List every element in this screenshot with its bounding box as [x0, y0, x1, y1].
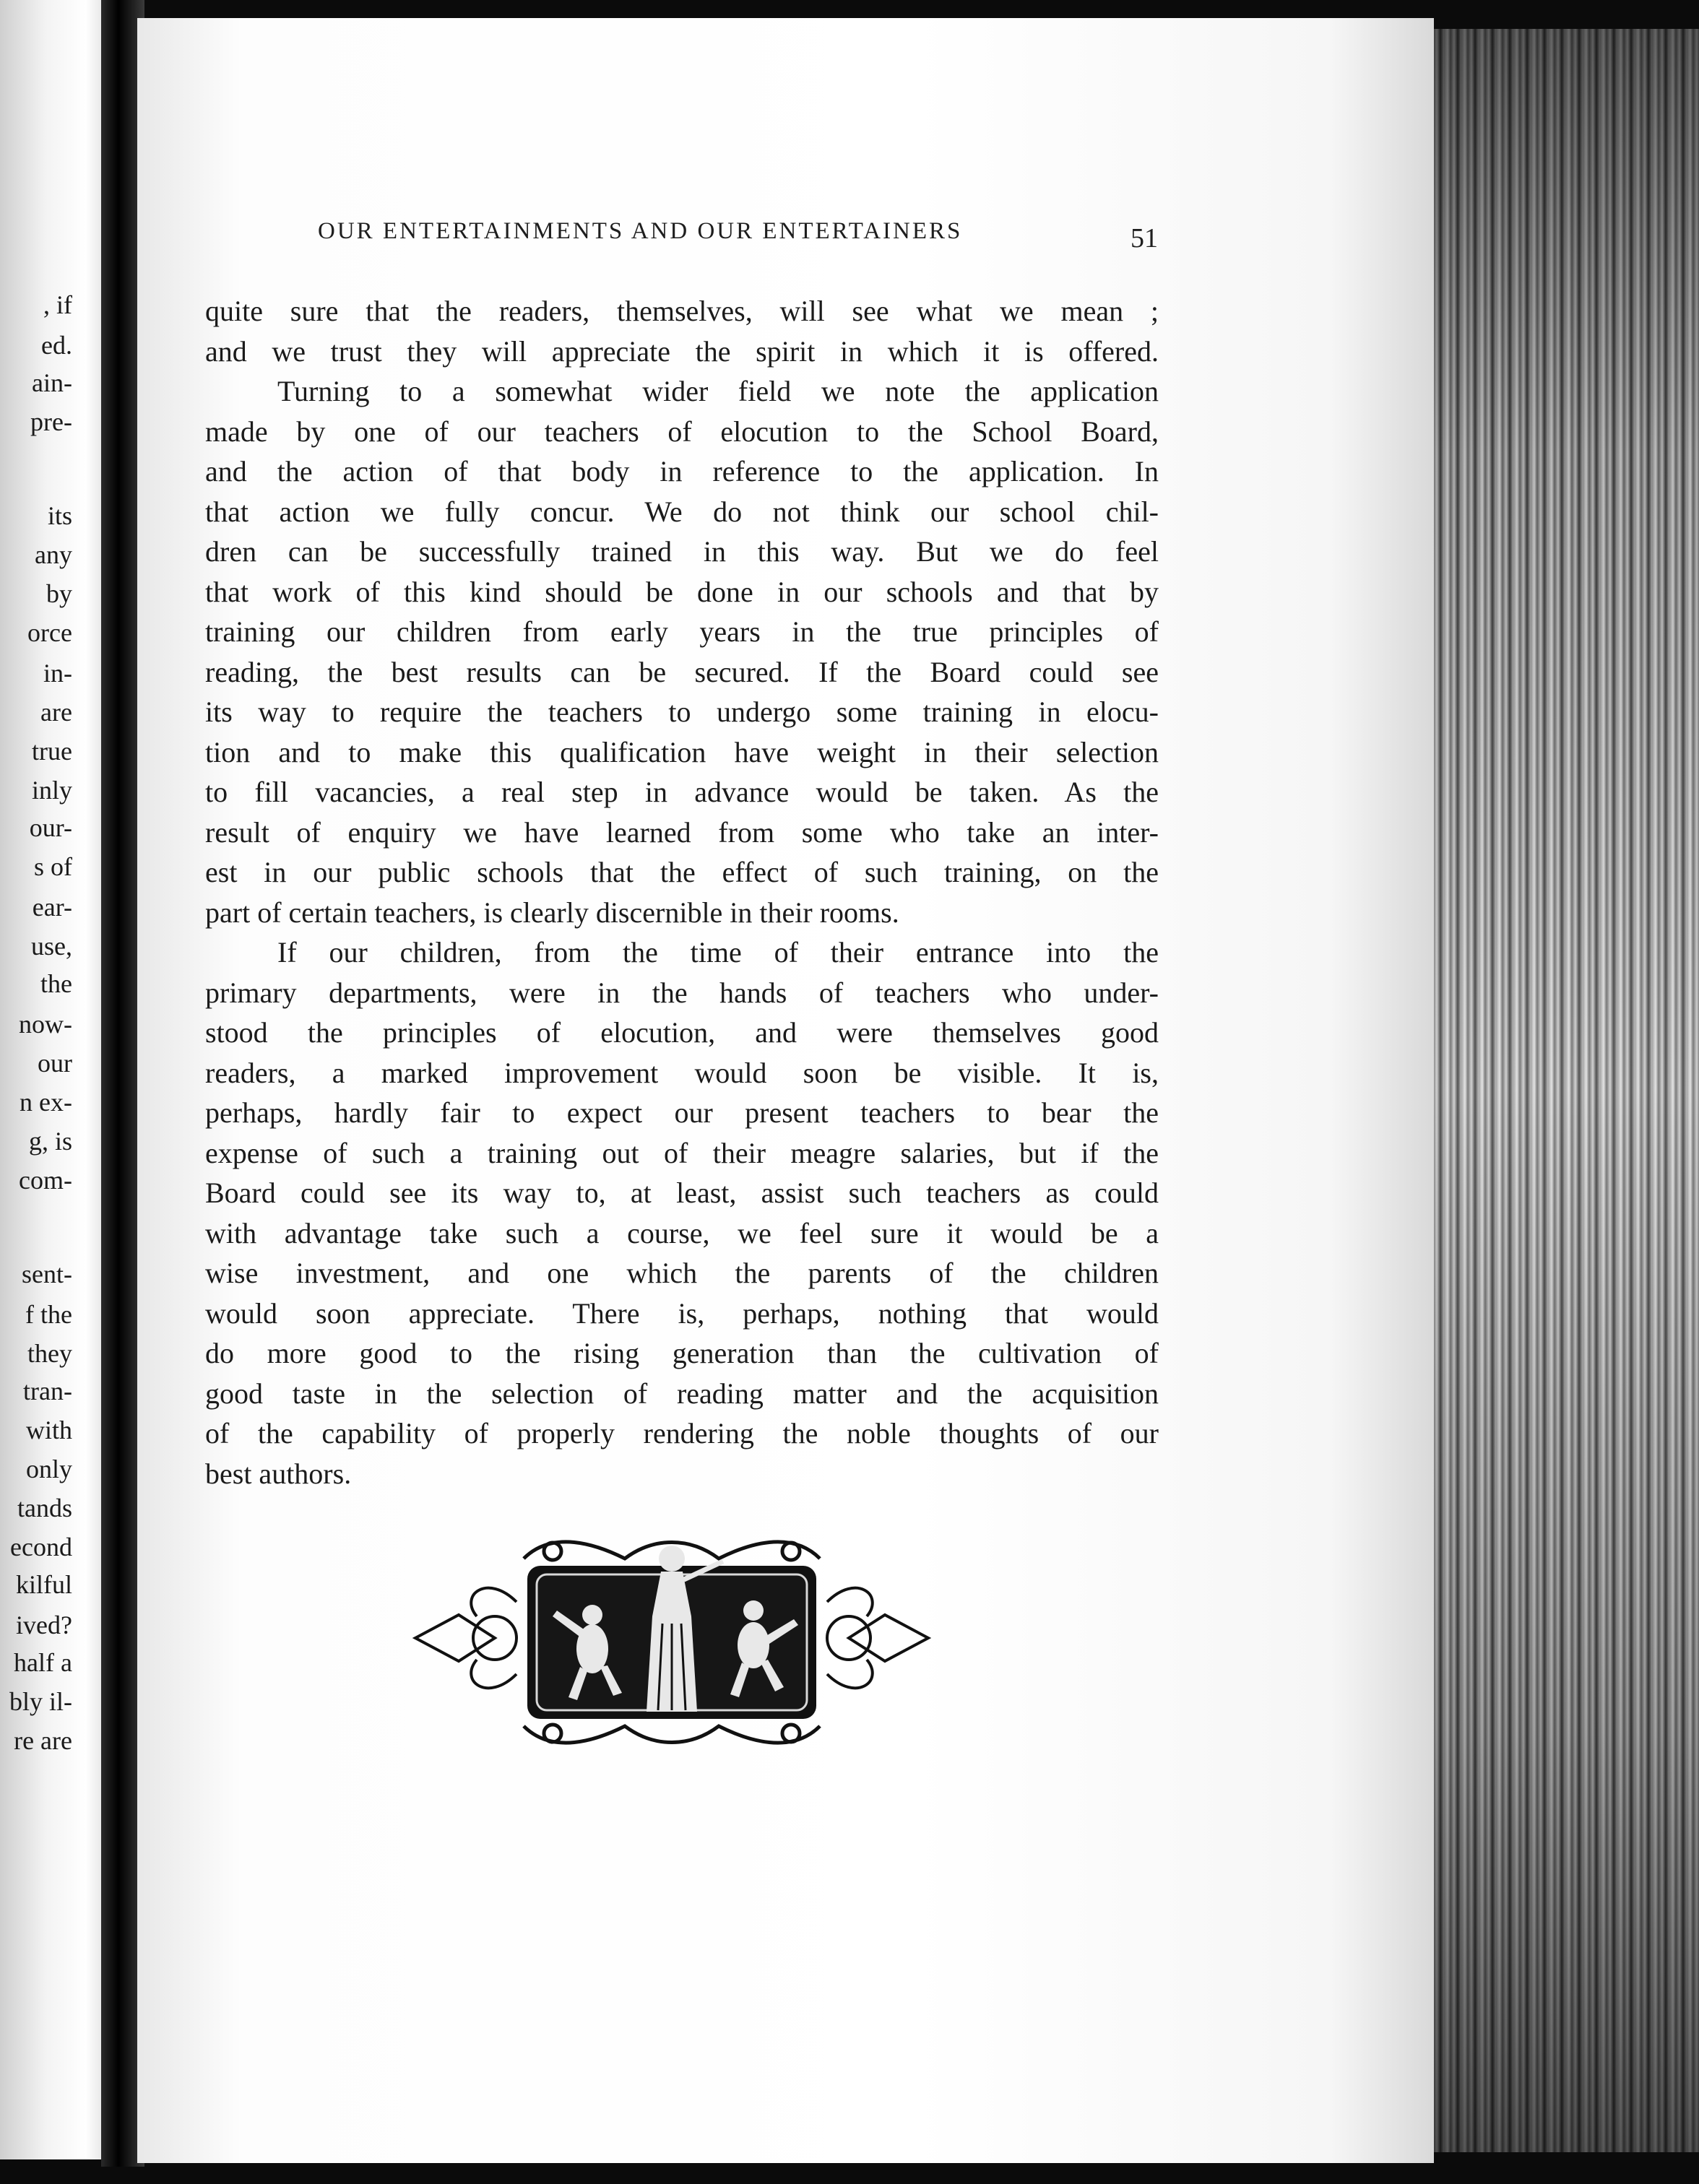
left-page-fragment: true	[32, 737, 72, 766]
left-page-fragment: only	[25, 1455, 72, 1483]
left-page-fragment: any	[35, 540, 72, 569]
left-page-fragment: pre-	[30, 407, 72, 436]
body-line: wise investment, and one which the parents of the children	[205, 1257, 1159, 1289]
body-line: Board could see its way to, at least, assist such teachers as could	[205, 1176, 1159, 1209]
left-page-fragment: f the	[25, 1300, 72, 1329]
left-page-fragment: they	[27, 1339, 72, 1368]
body-line: est in our public schools that the effect of such training, on the	[205, 856, 1159, 888]
body-line: made by one of our teachers of elocution to the School Board,	[205, 415, 1159, 448]
body-line: stood the principles of elocution, and were themselves good	[205, 1016, 1159, 1049]
body-line: Turning to a somewhat wider field we note the application	[277, 375, 1159, 407]
body-line: best authors.	[205, 1457, 352, 1490]
left-page-fragment: now-	[19, 1010, 72, 1039]
body-line: and we trust they will appreciate the spirit in which it is offered.	[205, 334, 1159, 368]
left-page-fragment: use,	[31, 932, 72, 961]
left-page-fragment: sent-	[22, 1260, 72, 1288]
left-page-fragment: its	[47, 501, 72, 530]
running-header: OUR ENTERTAINMENTS AND OUR ENTERTAINERS	[318, 218, 963, 244]
body-line: would soon appreciate. There is, perhaps, nothing that would	[205, 1296, 1159, 1330]
left-page-fragment: com-	[19, 1166, 72, 1195]
body-line: quite sure that the readers, themselves, will see what we mean ;	[205, 295, 1159, 327]
left-page-fragment: inly	[31, 776, 72, 805]
left-page-fragment: ed.	[41, 331, 72, 360]
left-page-fragment: kilful	[16, 1570, 72, 1599]
page-number: 51	[1130, 223, 1158, 254]
left-page-fragment: bly il-	[9, 1687, 72, 1716]
body-line: dren can be successfully trained in this way. But we do feel	[205, 535, 1159, 568]
left-page-fragment: ived?	[16, 1611, 72, 1639]
body-line: part of certain teachers, is clearly discernible in their rooms.	[205, 896, 899, 929]
body-line: reading, the best results can be secured. If the Board could see	[205, 655, 1159, 688]
left-page-fragment: re are	[14, 1726, 72, 1755]
left-page-fragment: , if	[43, 290, 72, 319]
body-line: training our children from early years in the true principles of	[205, 615, 1159, 648]
left-page-fragment: with	[25, 1416, 72, 1444]
body-line: to fill vacancies, a real step in advance would be taken. As the	[205, 776, 1159, 808]
body-line: readers, a marked improvement would soon be visible. It is,	[205, 1056, 1159, 1089]
left-page-fragment: half a	[14, 1648, 72, 1677]
left-page-fragment: by	[46, 579, 72, 608]
body-line: that action we fully concur. We do not think our school chil-	[205, 495, 1159, 528]
left-page-fragment: s of	[34, 852, 72, 881]
body-line: of the capability of properly rendering the noble thoughts of our	[205, 1417, 1159, 1450]
page-edges	[1427, 29, 1699, 2152]
body-line: do more good to the rising generation than the cultivation of	[205, 1337, 1159, 1369]
facing-left-page	[0, 0, 114, 2159]
body-text	[205, 291, 1159, 1494]
left-page-fragment: econd	[10, 1533, 72, 1561]
body-line: If our children, from the time of their entrance into the	[277, 936, 1159, 968]
body-line: result of enquiry we have learned from some who take an inter-	[205, 815, 1159, 849]
left-page-fragment: tands	[17, 1494, 72, 1522]
body-line: expense of such a training out of their meagre salaries, but if the	[205, 1136, 1159, 1169]
body-line: good taste in the selection of reading matter and the acquisition	[205, 1377, 1159, 1410]
body-line: tion and to make this qualification have weight in their selection	[205, 735, 1159, 768]
left-page-fragment: n ex-	[20, 1088, 72, 1117]
left-page-fragment: g, is	[28, 1127, 72, 1156]
left-page-fragment: in-	[43, 659, 72, 688]
body-line: primary departments, were in the hands of teachers who under-	[205, 976, 1159, 1009]
left-page-fragment: ain-	[32, 368, 72, 397]
left-page-fragment: tran-	[23, 1377, 72, 1405]
body-line: its way to require the teachers to undergo some training in elocu-	[205, 696, 1159, 728]
left-page-fragment: are	[40, 698, 72, 727]
body-line: with advantage take such a course, we feel sure it would be a	[205, 1216, 1159, 1249]
left-page-fragment: our-	[29, 813, 72, 842]
body-line: that work of this kind should be done in our schools and that by	[205, 575, 1159, 608]
tailpiece-ornament	[408, 1530, 935, 1755]
left-page-fragment: the	[40, 969, 72, 998]
left-page-fragment: ear-	[32, 893, 72, 922]
body-line: perhaps, hardly fair to expect our present teachers to bear the	[205, 1096, 1159, 1129]
body-line: and the action of that body in reference to the application. In	[205, 455, 1159, 488]
left-page-fragment: our	[38, 1049, 72, 1078]
left-page-fragment: orce	[27, 618, 72, 647]
